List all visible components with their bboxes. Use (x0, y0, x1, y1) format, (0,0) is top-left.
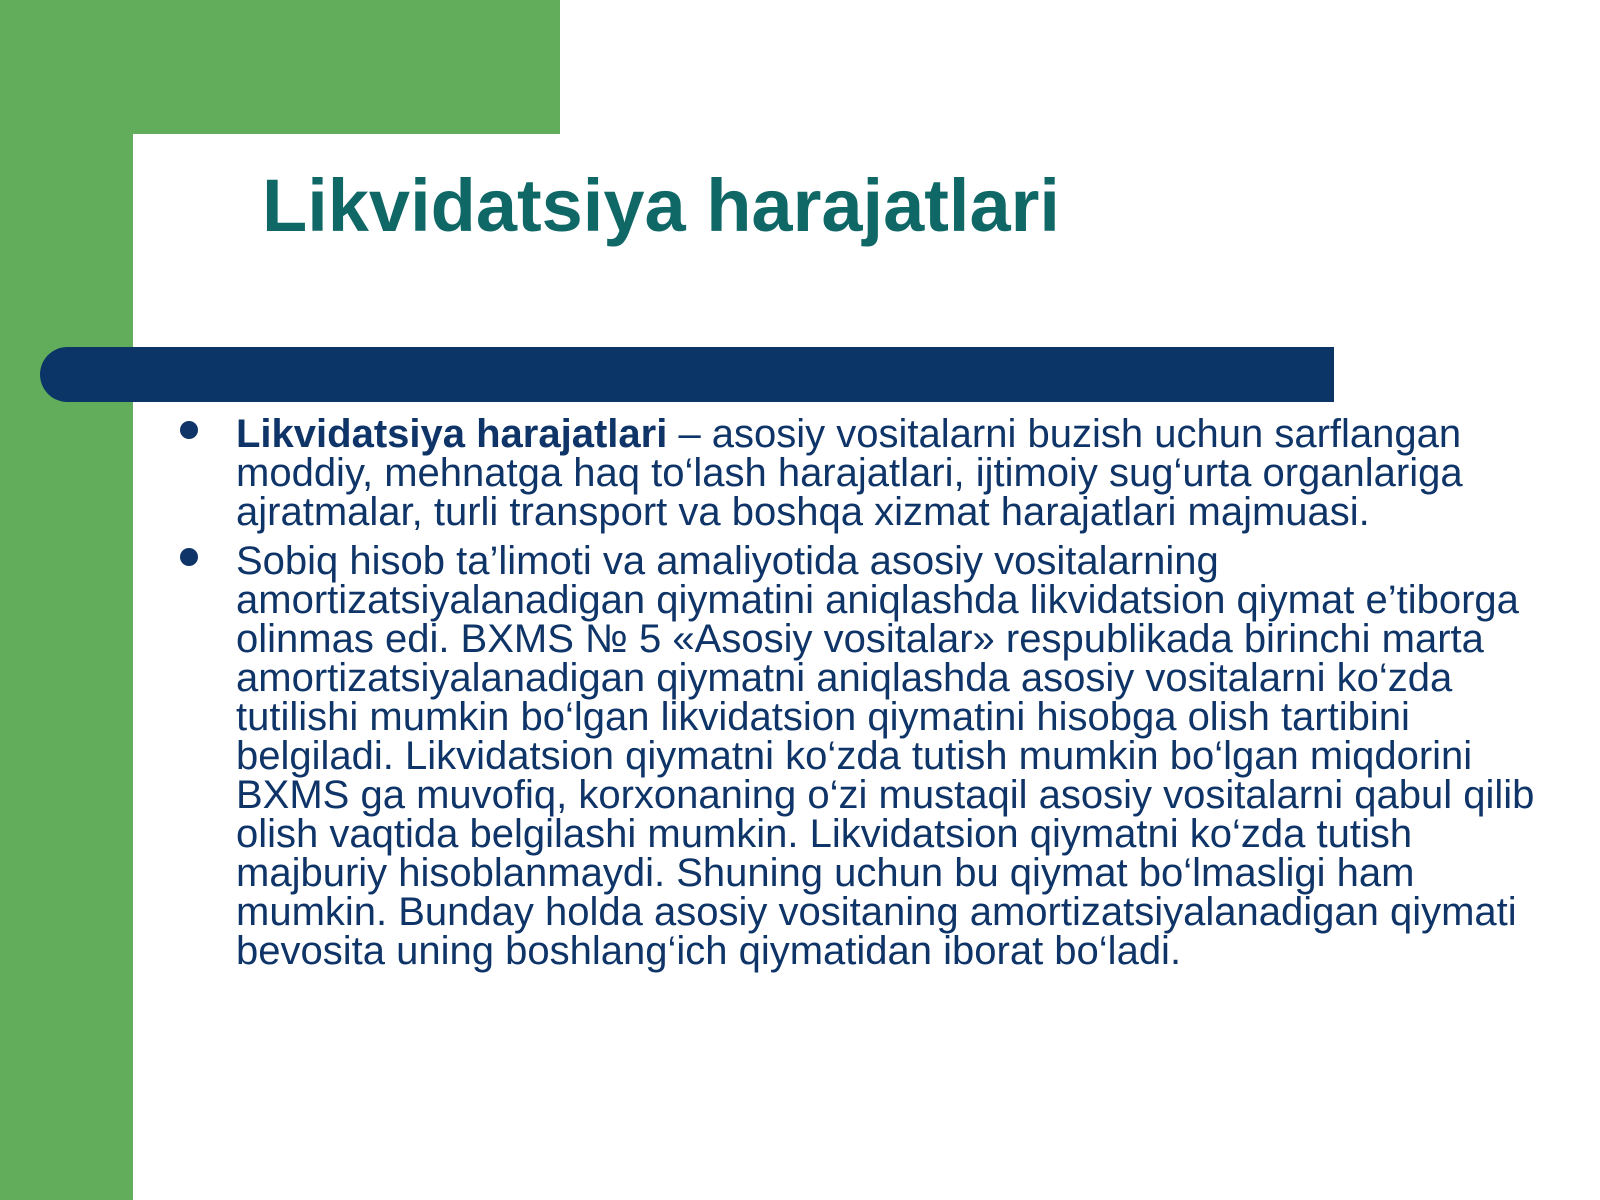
bullet-list (180, 412, 1560, 973)
bullet-dot-icon (180, 548, 198, 566)
bullet-text: – asosiy vositalarni buzish uchun sarflangan moddiy, mehnatga haq to‘lash harajatlari, ijtimoiy sug‘urta organlariga ajratmalar, turli transport va boshqa xizmat harajatlari majmuasi. (236, 412, 1463, 534)
bullet-term: Likvidatsiya harajatlari (236, 412, 668, 456)
bullet-text: Sobiq hisob ta’limoti va amaliyotida asosiy vositalarning amortizatsiyalanadigan qiymatini aniqlashda likvidatsion qiymat e’tiborga olinmas edi. BXMS № 5 «Asosiy vositalar» respublikada birinchi marta amortizatsiyalanadigan qiymatni aniqlashda asosiy vositalarni ko‘zda tutilishi mumkin bo‘lgan likvidatsion qiymatini hisobga olish tartibini belgiladi. Likvidatsion qiymatni ko‘zda tutish mumkin bo‘lgan miqdorini BXMS ga muvofiq, korxonaning o‘zi mustaqil asosiy vositalarni qabul qilib olish vaqtida belgilashi mumkin. Likvidatsion qiymatni ko‘zda tutish majburiy hisoblanmaydi. Shuning uchun bu qiymat bo‘lmasligi ham mumkin. Bunday holda asosiy vositaning amortizatsiyalanadigan qiymati bevosita uning boshlang‘ich qiymatidan iborat bo‘ladi. (236, 539, 1535, 973)
bullet-item-definition (180, 412, 1560, 534)
title-divider-bar (40, 347, 1334, 402)
bullet-item-history (180, 539, 1560, 973)
slide-title: Likvidatsiya harajatlari (262, 164, 1060, 247)
bullet-dot-icon (180, 421, 198, 439)
green-accent-left (0, 0, 133, 1200)
